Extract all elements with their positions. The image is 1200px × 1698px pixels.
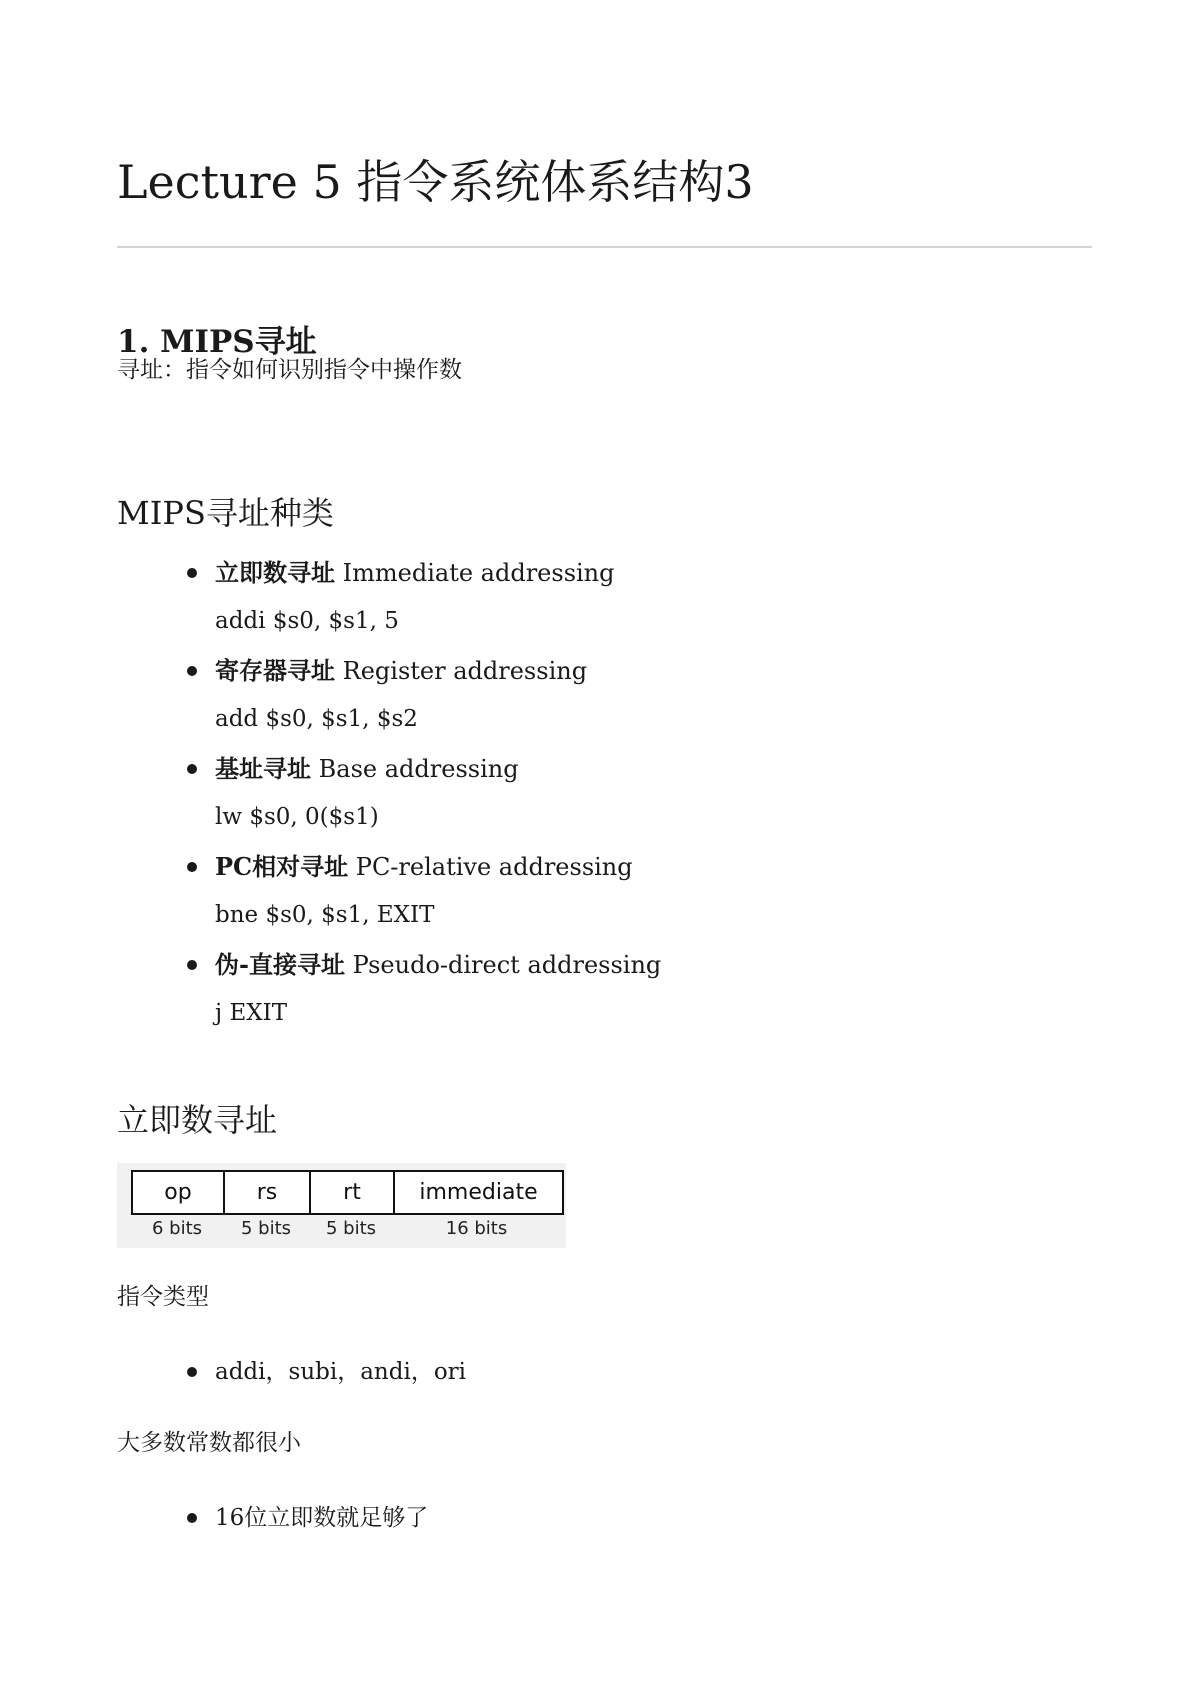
section-heading-mips-addressing: 1. MIPS寻址 <box>117 324 317 360</box>
item-example: bne $s0, $s1, EXIT <box>215 902 435 928</box>
list-item <box>117 749 661 837</box>
list-item <box>117 1352 466 1392</box>
format-bits-rt: 5 bits <box>325 1218 377 1239</box>
item-en-title: Base addressing <box>318 755 519 783</box>
small-constants-list <box>117 1498 428 1538</box>
page-title: Lecture 5 指令系统体系结构3 <box>117 155 754 209</box>
bullet-icon <box>187 960 197 970</box>
instruction-types-item: addi，subi，andi，ori <box>215 1359 467 1385</box>
format-bits-op: 6 bits <box>151 1218 203 1239</box>
format-fields-row <box>131 1170 564 1215</box>
format-bits-rs: 5 bits <box>240 1218 292 1239</box>
instruction-types-list <box>117 1352 466 1392</box>
bullet-icon <box>187 568 197 578</box>
item-cn-title: 寄存器寻址 <box>215 656 335 685</box>
addressing-types-heading: MIPS寻址种类 <box>117 494 334 532</box>
list-item <box>117 1498 428 1538</box>
small-constants-label: 大多数常数都很小 <box>117 1430 301 1456</box>
item-example: lw $s0, 0($s1) <box>215 804 379 830</box>
format-field-rs: rs <box>225 1172 311 1213</box>
format-field-op: op <box>133 1172 225 1213</box>
item-example: add $s0, $s1, $s2 <box>215 706 418 732</box>
bullet-icon <box>187 1367 197 1377</box>
bullet-icon <box>187 862 197 872</box>
bullet-icon <box>187 1513 197 1523</box>
list-item <box>117 553 661 641</box>
item-en-title: Immediate addressing <box>342 559 615 587</box>
item-cn-title: 立即数寻址 <box>215 558 335 587</box>
item-en-title: Pseudo-direct addressing <box>352 951 662 979</box>
bullet-icon <box>187 666 197 676</box>
format-field-immediate: immediate <box>419 1180 538 1205</box>
item-cn-title: 伪-直接寻址 <box>215 950 345 979</box>
item-en-title: PC-relative addressing <box>355 853 633 881</box>
format-bits-immediate: 16 bits <box>445 1218 508 1239</box>
item-en-title: Register addressing <box>342 657 588 685</box>
instruction-format-figure <box>117 1163 566 1248</box>
format-bits-row <box>131 1217 560 1241</box>
bullet-icon <box>187 764 197 774</box>
addressing-types-list <box>117 553 661 1043</box>
item-example: addi $s0, $s1, 5 <box>215 608 399 634</box>
list-item <box>117 945 661 1033</box>
immediate-addressing-heading: 立即数寻址 <box>117 1101 278 1139</box>
small-constants-item: 16位立即数就足够了 <box>215 1505 429 1531</box>
list-item <box>117 651 661 739</box>
item-cn-title: 基址寻址 <box>215 754 311 783</box>
item-example: j EXIT <box>215 1000 288 1026</box>
title-divider <box>117 246 1092 248</box>
section-intro: 寻址：指令如何识别指令中操作数 <box>117 357 462 383</box>
list-item <box>117 847 661 935</box>
instruction-types-label: 指令类型 <box>117 1284 209 1310</box>
item-cn-title: PC相对寻址 <box>215 852 349 881</box>
format-field-rt: rt <box>311 1172 395 1213</box>
